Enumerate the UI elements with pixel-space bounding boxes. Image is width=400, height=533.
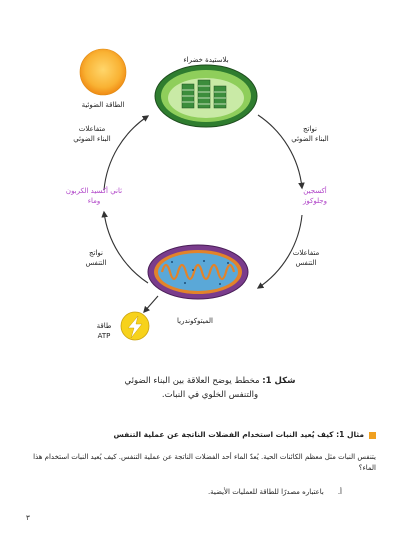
example-title: مثال 1: كيف يُعيد النبات استخدام الفضلات الناتجة عن عملية التنفس <box>113 430 364 439</box>
option-text: باعتباره مصدرًا للطاقة للعمليات الأيضية. <box>207 488 324 496</box>
chloroplast-icon <box>155 65 257 127</box>
respiration-reactants-label: متفاعلات التنفس <box>292 249 320 267</box>
photosynthesis-reactants-label: متفاعلات البناء الضوئي <box>73 125 111 143</box>
atp-energy-icon <box>121 312 149 340</box>
mitochondria-label: الميتوكوندريا <box>177 317 213 325</box>
caption-line2: والتنفس الخلوي في النبات. <box>161 390 259 400</box>
caption-prefix: شكل 1: <box>262 376 296 386</box>
example-square-icon <box>369 432 376 439</box>
page-number: ٣ <box>26 514 30 522</box>
option-letter: أ. <box>337 488 342 496</box>
photosynthesis-products-label: نواتج البناء الضوئي <box>291 125 329 143</box>
example-heading <box>114 430 376 439</box>
light-energy-label: الطاقة الضوئية <box>81 101 125 109</box>
atp-arrow <box>144 296 158 312</box>
mitochondria-icon <box>148 245 248 299</box>
figure-caption <box>100 374 320 402</box>
co2-water-label: ثاني أكسيد الكربون وماء <box>65 187 123 205</box>
respiration-products-label: نواتج التنفس <box>85 249 107 267</box>
chloroplast-label: بلاستيدة خضراء <box>183 56 229 64</box>
example-body: يتنفس النبات مثل معظم الكائنات الحية. يُعدّ الماء أحد الفضلات الناتجة عن عملية التنفس. كيف يُعيد النبات استخدام هذا الماء؟ <box>33 453 376 472</box>
sun-icon <box>80 49 126 95</box>
atp-energy-label: طاقة ATP <box>96 322 112 340</box>
oxygen-glucose-label: أكسجين وجلوكوز <box>303 187 327 205</box>
caption-line1: مخطط يوضح العلاقة بين البناء الضوئي <box>124 376 263 386</box>
answer-option-a[interactable] <box>208 488 342 496</box>
